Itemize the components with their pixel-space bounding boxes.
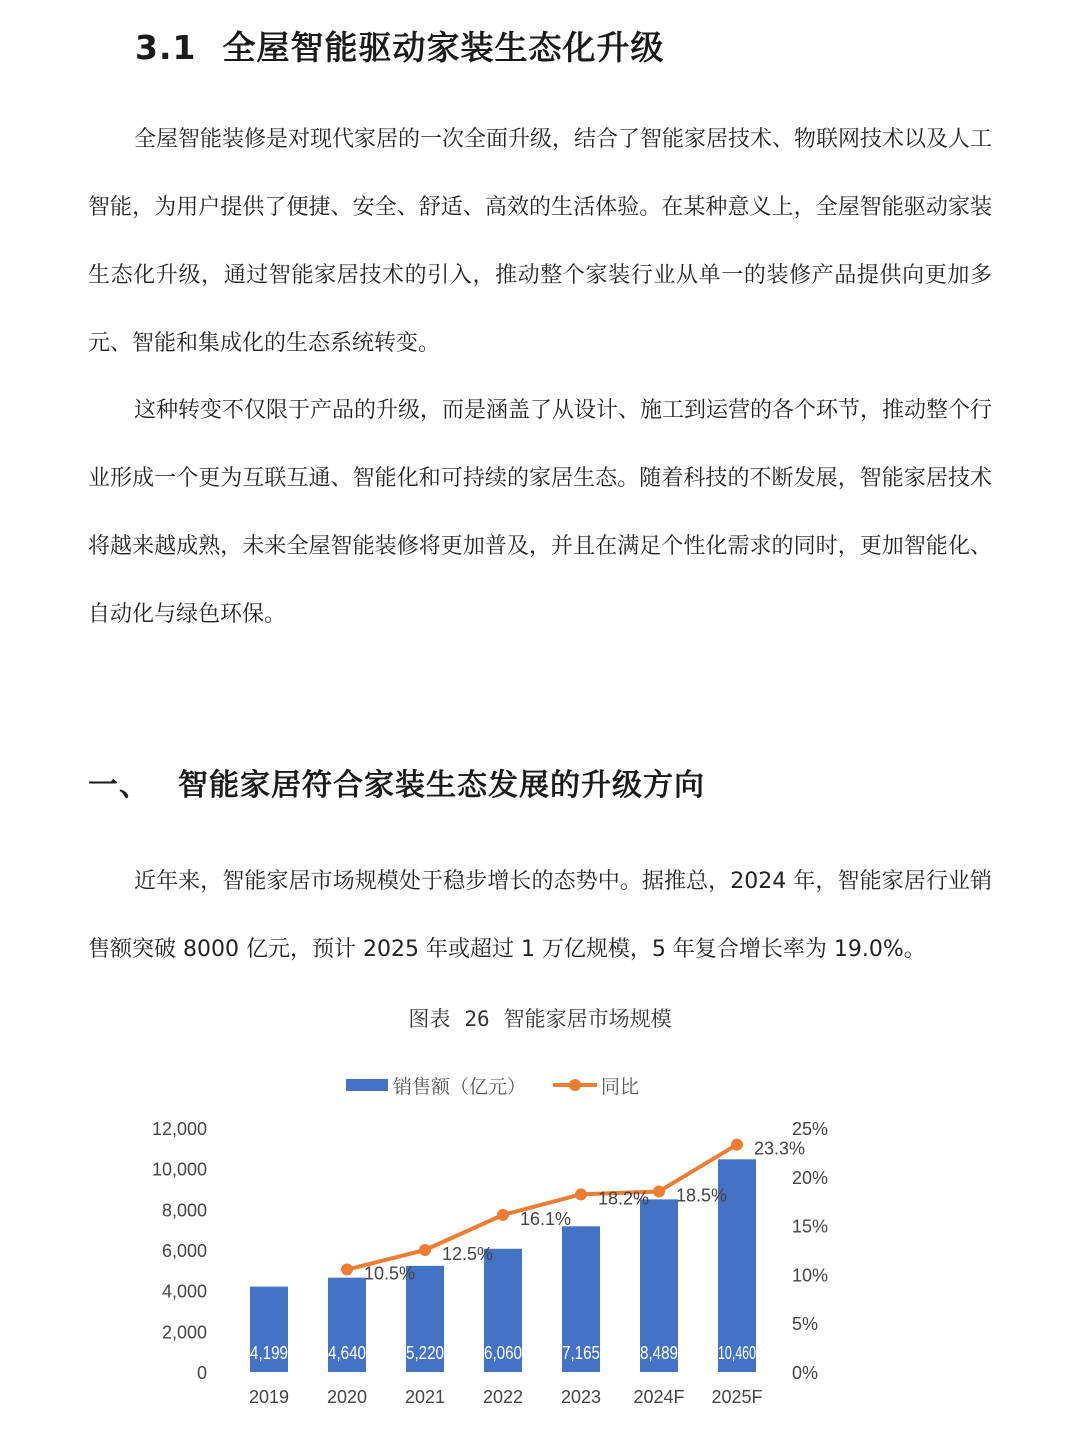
line-data-label: 18.5% xyxy=(676,1185,728,1206)
right-axis-tick-label: 10% xyxy=(792,1265,829,1286)
bar-data-label: 8,489 xyxy=(640,1343,678,1363)
left-axis-tick-label: 2,000 xyxy=(161,1322,207,1343)
right-axis-tick-label: 20% xyxy=(792,1167,829,1188)
line-point xyxy=(341,1264,353,1276)
chapter-heading xyxy=(88,760,705,804)
section-heading xyxy=(135,22,664,69)
x-axis-tick-label: 2024F xyxy=(633,1387,685,1407)
chapter-number: 一、 xyxy=(88,768,150,803)
line-data-label: 12.5% xyxy=(442,1244,494,1264)
chapter-title: 智能家居符合家装生态发展的升级方向 xyxy=(178,768,705,803)
x-axis-tick-label: 2022 xyxy=(482,1387,524,1407)
caption-number: 26 xyxy=(464,1007,490,1031)
left-axis-tick-label: 0 xyxy=(196,1363,207,1383)
bar-data-label: 10,460 xyxy=(718,1343,756,1363)
paragraph-2: 这种转变不仅限于产品的升级，而是涵盖了从设计、施工到运营的各个环节，推动整个行业形成一个更为互联互通、智能化和可持续的家居生态。随着科技的不断发展，智能家居技术将越来越成熟，未来全屋智能装修将更加普及，并且在满足个性化需求的同时，更加智能化、自动化与绿色环保。 xyxy=(88,398,993,627)
market-size-chart xyxy=(0,1060,1080,1430)
line-data-label: 18.2% xyxy=(598,1188,650,1209)
right-axis-tick-label: 25% xyxy=(792,1119,829,1139)
legend-line-marker xyxy=(569,1079,581,1091)
section-title: 全屋智能驱动家装生态化升级 xyxy=(222,28,665,67)
paragraph-1: 全屋智能装修是对现代家居的一次全面升级，结合了智能家居技术、物联网技术以及人工智能，为用户提供了便捷、安全、舒适、高效的生活体验。在某种意义上，全屋智能驱动家装生态化升级，通过智能家居技术的引入，推动整个家装行业从单一的装修产品提供向更加多元、智能和集成化的生态系统转变。 xyxy=(88,127,993,356)
paragraph-3: 近年来，智能家居市场规模处于稳步增长的态势中。据推总，2024 年，智能家居行业销售额突破 8000 亿元，预计 2025 年或超过 1 万亿规模，5 年复合增长率为 19.0%。 xyxy=(88,869,992,962)
legend-line-label: 同比 xyxy=(601,1077,640,1098)
line-point xyxy=(497,1209,509,1221)
left-axis-tick-label: 8,000 xyxy=(161,1200,207,1221)
right-axis-tick-label: 0% xyxy=(792,1363,819,1383)
bar-data-label: 7,165 xyxy=(562,1343,600,1363)
line-data-label: 16.1% xyxy=(520,1208,572,1229)
line-point xyxy=(575,1188,587,1200)
line-data-label: 10.5% xyxy=(364,1263,416,1284)
bar-data-label: 5,220 xyxy=(406,1343,444,1363)
bar-data-label: 4,640 xyxy=(328,1343,366,1363)
bar-data-label: 4,199 xyxy=(250,1343,288,1363)
bar-data-label: 6,060 xyxy=(484,1343,522,1363)
line-point xyxy=(731,1139,743,1151)
section-number: 3.1 xyxy=(135,28,197,67)
right-axis-tick-label: 15% xyxy=(792,1216,829,1237)
left-axis-tick-label: 4,000 xyxy=(161,1281,207,1302)
right-axis-tick-label: 5% xyxy=(792,1314,819,1335)
x-axis-tick-label: 2023 xyxy=(560,1387,602,1407)
left-axis-tick-label: 10,000 xyxy=(151,1159,207,1180)
x-axis-tick-label: 2025F xyxy=(711,1387,763,1407)
left-axis-tick-label: 6,000 xyxy=(161,1241,207,1261)
yoy-line xyxy=(347,1145,737,1270)
figure-caption xyxy=(0,1003,1080,1033)
x-axis-tick-label: 2021 xyxy=(404,1387,446,1407)
x-axis-tick-label: 2019 xyxy=(248,1387,290,1407)
line-point xyxy=(419,1244,431,1256)
legend-bar-label: 销售额（亿元） xyxy=(393,1077,527,1098)
left-axis-tick-label: 12,000 xyxy=(151,1119,207,1139)
line-point xyxy=(653,1185,665,1197)
caption-title: 智能家居市场规模 xyxy=(503,1007,672,1031)
x-axis-tick-label: 2020 xyxy=(326,1387,368,1407)
legend-bar-swatch xyxy=(346,1079,388,1091)
caption-prefix: 图表 xyxy=(408,1007,451,1031)
line-data-label: 23.3% xyxy=(754,1138,806,1159)
